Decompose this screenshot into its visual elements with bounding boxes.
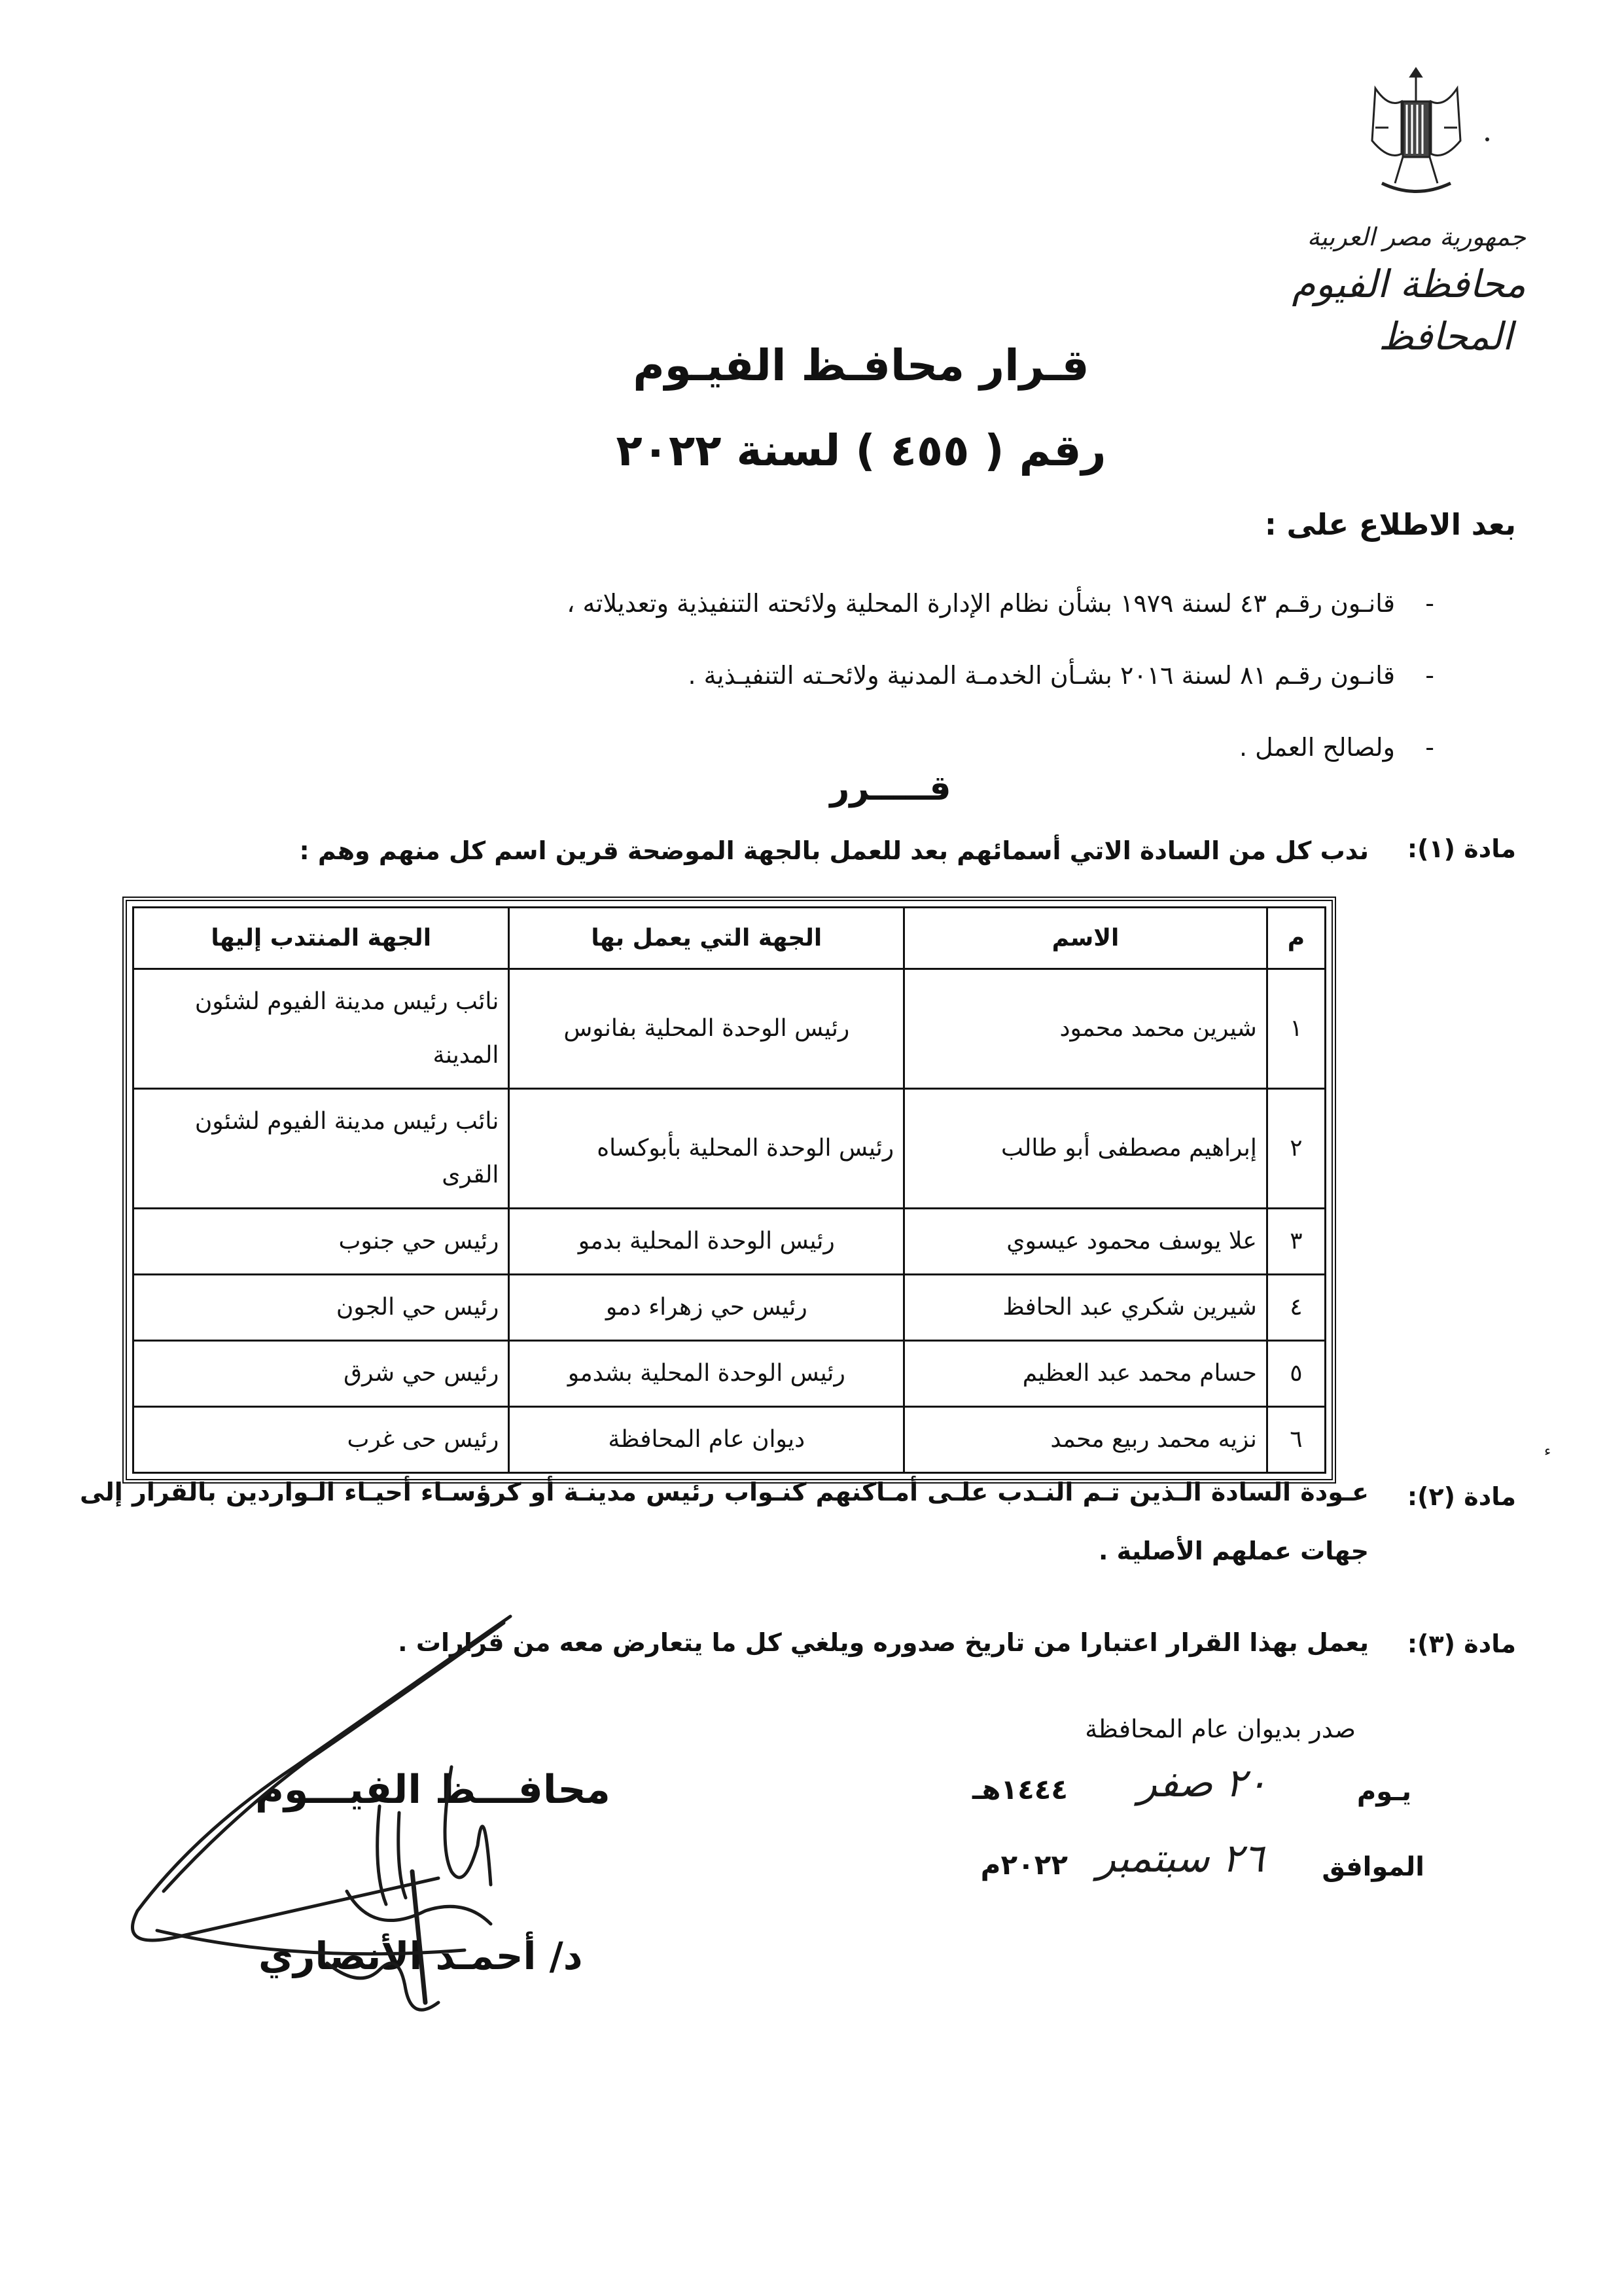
table-row (133, 1089, 1326, 1209)
header-name: الاسم (904, 908, 1267, 969)
cell-name: إبراهيم مصطفى أبو طالب (904, 1089, 1267, 1209)
cell-dest: رئيس حى غرب (133, 1407, 509, 1473)
cell-name: شيرين شكري عبد الحافظ (904, 1275, 1267, 1341)
cell-work: رئيس الوحدة المحلية بشدمو (509, 1341, 904, 1407)
issued-at: صدر بديوان عام المحافظة (1085, 1715, 1356, 1743)
cell-work: ديوان عام المحافظة (509, 1407, 904, 1473)
speck (1485, 137, 1489, 141)
hijri-year: ١٤٤٤هـ (972, 1773, 1068, 1806)
law-item: -قانـون رقـم ٨١ لسنة ٢٠١٦ بشـأن الخدمـة المدنية ولائحـته التنفيـذية . (688, 661, 1434, 690)
cell-dest: رئيس حي جنوب (133, 1209, 509, 1275)
letterhead-governorate: محافظة الفيوم (1292, 262, 1526, 306)
header-num: م (1267, 908, 1325, 969)
article-2-label: مادة (٢): (1407, 1482, 1516, 1511)
table-row (133, 1341, 1326, 1407)
cell-work: رئيس الوحدة المحلية بفانوس (509, 969, 904, 1089)
cell-num: ٢ (1267, 1089, 1325, 1209)
law-text: ولصالح العمل . (1239, 733, 1395, 762)
article-3-label: مادة (٣): (1407, 1629, 1516, 1658)
cell-dest: نائب رئيس مدينة الفيوم لشئون المدينة (133, 969, 509, 1089)
law-item: -ولصالح العمل . (1239, 733, 1434, 762)
cell-work: رئيس الوحدة المحلية بأبوكساه (509, 1089, 904, 1209)
decided-heading: قـــــرر (830, 769, 951, 808)
governor-title: محافـــظ الفيـــوم (255, 1767, 610, 1813)
cell-num: ٣ (1267, 1209, 1325, 1275)
cell-num: ٦ (1267, 1407, 1325, 1473)
cell-name: علا يوسف محمود عيسوي (904, 1209, 1267, 1275)
law-text: قانـون رقـم ٤٣ لسنة ١٩٧٩ بشأن نظام الإدارة المحلية ولائحته التنفيذية وتعديلاته ، (567, 589, 1395, 618)
cell-num: ٤ (1267, 1275, 1325, 1341)
assignments-table (122, 897, 1336, 1484)
handwritten-day: ٢٠ صفر (1138, 1760, 1267, 1806)
decree-title: قـرار محافـظ الفيـوم (633, 340, 1089, 391)
letterhead-office: المحافظ (1378, 314, 1513, 359)
gregorian-year: ٢٠٢٢م (980, 1849, 1068, 1881)
cell-work: رئيس الوحدة المحلية بدمو (509, 1209, 904, 1275)
article-1-label: مادة (١): (1407, 834, 1516, 863)
cell-dest: رئيس حي شرق (133, 1341, 509, 1407)
header-work: الجهة التي يعمل بها (509, 908, 904, 969)
letterhead-country: جمهورية مصر العربية (1307, 222, 1526, 251)
cell-name: حسام محمد عبد العظيم (904, 1341, 1267, 1407)
table-row (133, 969, 1326, 1089)
header-dest: الجهة المنتدب إليها (133, 908, 509, 969)
article-2-text: عـودة السادة الـذين تـم النـدب علـى أمـاكنهم كنـواب رئيس مدينـة أو كرؤسـاء أحيـاء الـواردين بالقرار إلى جهات عملهم الأصلية . (80, 1478, 1369, 1565)
cell-work: رئيس حي زهراء دمو (509, 1275, 904, 1341)
law-item: -قانـون رقـم ٤٣ لسنة ١٩٧٩ بشأن نظام الإدارة المحلية ولائحته التنفيذية وتعديلاته ، (567, 589, 1434, 618)
cell-dest: نائب رئيس مدينة الفيوم لشئون القرى (133, 1089, 509, 1209)
decree-number: رقم ( ٤٥٥ ) لسنة ٢٠٢٢ (616, 425, 1106, 476)
preamble: بعد الاطلاع على : (1264, 507, 1516, 542)
margin-mark: ء (1544, 1443, 1551, 1459)
cell-name: نزيه محمد ربيع محمد (904, 1407, 1267, 1473)
handwritten-date: ٢٦ سبتمبر (1097, 1836, 1264, 1881)
cell-name: شيرين محمد محمود (904, 969, 1267, 1089)
table-header-row (133, 908, 1326, 969)
table-row (133, 1209, 1326, 1275)
day-label: يـوم (1356, 1777, 1411, 1807)
table-row (133, 1275, 1326, 1341)
article-3-text: يعمل بهذا القرار اعتبارا من تاريخ صدوره ويلغي كل ما يتعارض معه من قرارات . (398, 1628, 1369, 1657)
corresponding-label: الموافق (1322, 1852, 1424, 1882)
governor-name: د/ أحمـد الأنصاري (258, 1934, 583, 1978)
law-text: قانـون رقـم ٨١ لسنة ٢٠١٦ بشـأن الخدمـة المدنية ولائحـته التنفيـذية . (688, 661, 1395, 690)
eagle-emblem-icon (1362, 62, 1470, 203)
signature-icon (98, 1597, 720, 2055)
cell-dest: رئيس حي الجون (133, 1275, 509, 1341)
cell-num: ٥ (1267, 1341, 1325, 1407)
article-1-text: ندب كل من السادة الاتي أسمائهم بعد للعمل بالجهة الموضحة قرين اسم كل منهم وهم : (299, 836, 1369, 865)
cell-num: ١ (1267, 969, 1325, 1089)
